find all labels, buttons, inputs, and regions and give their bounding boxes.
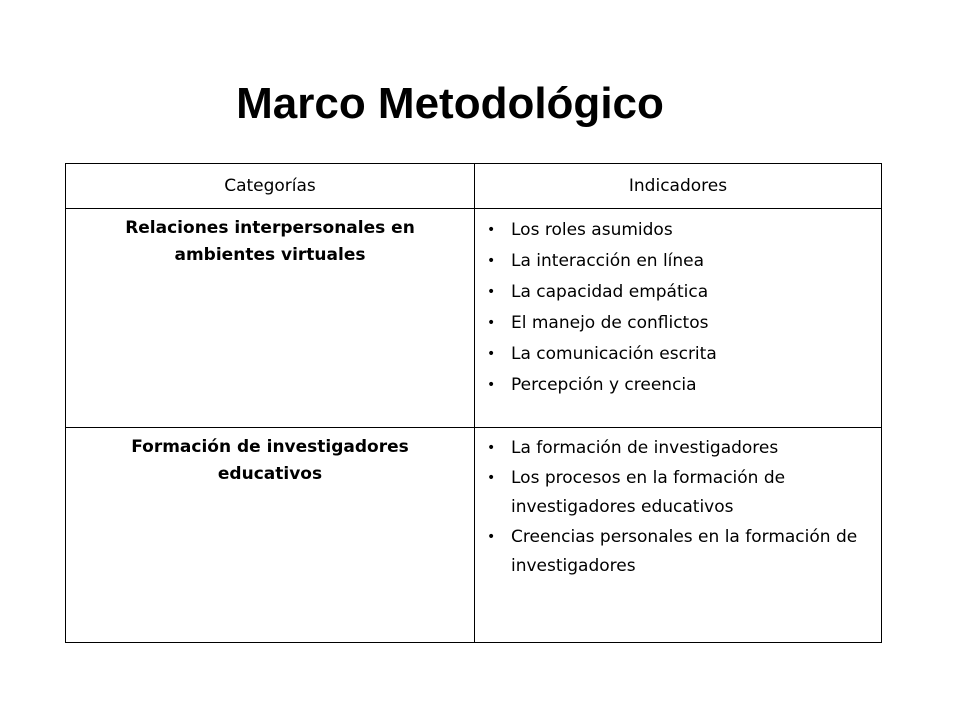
indicator-text: La formación de investigadores	[511, 438, 779, 458]
indicator-item	[487, 523, 869, 582]
header-categories: Categorías	[66, 164, 475, 209]
indicator-item	[487, 434, 869, 464]
indicator-list	[475, 209, 881, 401]
bullet-icon: •	[487, 440, 496, 456]
category-cell	[66, 428, 475, 643]
indicator-item	[487, 339, 869, 370]
table-row	[66, 428, 882, 643]
indicator-item	[487, 464, 869, 523]
indicator-text: Los roles asumidos	[511, 220, 673, 240]
indicator-text: La comunicación escrita	[511, 344, 717, 364]
methodology-table	[65, 163, 882, 643]
bullet-icon: •	[487, 315, 496, 331]
bullet-icon: •	[487, 346, 496, 362]
bullet-icon: •	[487, 469, 496, 486]
category-label: Relaciones interpersonales en ambientes virtuales	[125, 218, 415, 265]
indicator-text: Los procesos en la formación de investigadores educativos	[511, 467, 786, 517]
bullet-icon: •	[487, 222, 496, 238]
indicator-text: Creencias personales en la formación de investigadores	[511, 526, 858, 576]
indicator-text: Percepción y creencia	[511, 375, 697, 395]
indicator-list	[475, 428, 881, 582]
category-cell	[66, 209, 475, 428]
indicator-item	[487, 215, 869, 246]
bullet-icon: •	[487, 377, 496, 393]
indicator-item	[487, 370, 869, 401]
indicator-item	[487, 277, 869, 308]
bullet-icon: •	[487, 528, 496, 545]
category-label: Formación de investigadores educativos	[131, 437, 409, 484]
indicators-cell	[475, 209, 882, 428]
header-indicators: Indicadores	[475, 164, 882, 209]
bullet-icon: •	[487, 284, 496, 300]
table-row	[66, 209, 882, 428]
table-header-row	[66, 164, 882, 209]
indicator-text: La capacidad empática	[511, 282, 709, 302]
indicator-text: El manejo de conflictos	[511, 313, 709, 333]
indicator-item	[487, 308, 869, 339]
page-title: Marco Metodológico	[236, 79, 664, 128]
indicator-text: La interacción en línea	[511, 251, 705, 271]
indicators-cell	[475, 428, 882, 643]
indicator-item	[487, 246, 869, 277]
bullet-icon: •	[487, 253, 496, 269]
